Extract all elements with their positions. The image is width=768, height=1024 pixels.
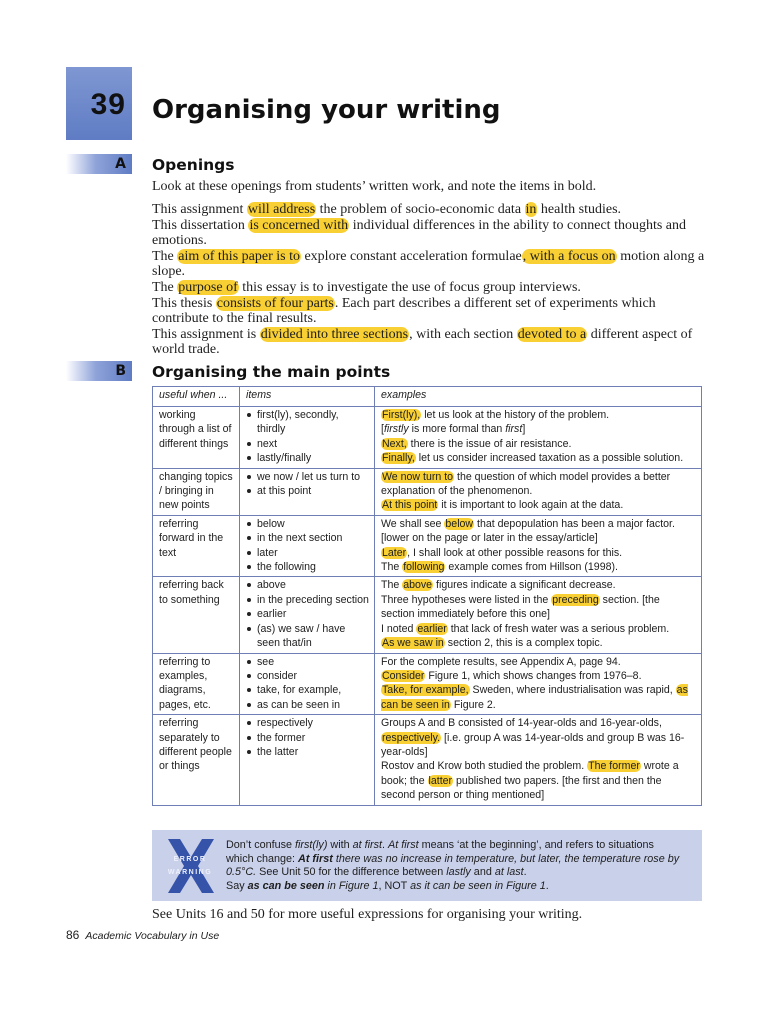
text-run: and xyxy=(470,866,495,879)
book-title: Academic Vocabulary in Use xyxy=(85,930,220,942)
text-run: means ‘at the beginning’, and refers to situations xyxy=(418,839,654,851)
highlighted-phrase: At this point xyxy=(382,499,438,512)
text-run: let us look at the history of the problem. xyxy=(421,409,610,421)
list-item: later xyxy=(246,546,369,560)
highlighted-phrase: The former xyxy=(588,760,640,773)
italic-term: there was no increase in temperature, but later, the temperature rose by xyxy=(332,852,680,865)
items-list xyxy=(246,408,369,466)
highlighted-phrase: following xyxy=(403,561,445,574)
text-run: individual differences in the ability to connect thoughts and emotions. xyxy=(152,217,687,249)
opening-sentence xyxy=(152,218,712,249)
highlighted-phrase: divided into three sections xyxy=(260,326,409,342)
text-run: We shall see xyxy=(381,517,445,530)
section-a-title: Openings xyxy=(152,156,235,174)
example-sentence xyxy=(381,560,696,574)
text-run: explore constant acceleration formulae xyxy=(300,248,522,264)
text-run: . xyxy=(545,879,549,892)
text-run: example comes from Hillson (1998). xyxy=(445,561,618,574)
list-item: as can be seen in xyxy=(246,698,369,712)
text-run: The xyxy=(381,561,403,574)
text-run: The xyxy=(381,579,403,592)
warning-line xyxy=(226,866,692,880)
main-points-table xyxy=(152,386,702,806)
text-run: [ xyxy=(381,423,384,436)
text-run: which change: xyxy=(226,852,299,865)
examples-cell xyxy=(375,468,702,515)
useful-when-cell: referring back to something xyxy=(153,577,240,653)
text-run: Figure 2. xyxy=(450,698,496,711)
opening-sentence xyxy=(152,280,712,296)
list-item: see xyxy=(246,655,369,669)
text-run: figures indicate a significant decrease. xyxy=(433,579,616,592)
examples-cell xyxy=(375,653,702,715)
error-warning-text xyxy=(226,839,692,893)
text-run: it is important to look again at the data. xyxy=(438,499,624,512)
highlighted-phrase: First(ly), xyxy=(382,409,421,421)
text-run: [i.e. group A was 14-year-olds and group B was 16-year-olds] xyxy=(381,731,685,758)
highlighted-phrase: respectively. xyxy=(382,731,441,744)
items-cell xyxy=(240,407,375,469)
list-item: respectively xyxy=(246,716,369,730)
useful-when-cell: referring to examples, diagrams, pages, etc. xyxy=(153,653,240,715)
highlighted-phrase: aim of this paper is to xyxy=(178,248,300,264)
table-row xyxy=(153,653,702,715)
text-run: motion along a slope. xyxy=(152,248,705,280)
opening-sentence xyxy=(152,202,712,218)
list-item: in the next section xyxy=(246,531,369,545)
section-b-letter: B xyxy=(115,363,126,379)
highlighted-phrase: earlier xyxy=(417,622,447,635)
text-run: different aspect of world trade. xyxy=(152,326,693,358)
italic-term: in Figure 1 xyxy=(324,879,379,892)
list-item: earlier xyxy=(246,607,369,621)
highlighted-phrase: As we saw in xyxy=(382,637,444,650)
text-run: Figure 1, which shows changes from 1976–8. xyxy=(425,669,642,682)
highlighted-phrase: Take, for example, xyxy=(382,684,469,697)
warning-line xyxy=(226,853,692,867)
text-run: This assignment is xyxy=(152,326,260,342)
text-run: Sweden, where industrialisation was rapid, xyxy=(469,684,676,697)
section-a-letter: A xyxy=(115,156,126,172)
table-row xyxy=(153,577,702,653)
list-item: consider xyxy=(246,669,369,683)
highlighted-phrase: Consider xyxy=(382,669,425,682)
table-row xyxy=(153,468,702,515)
list-item: (as) we saw / have seen that/in xyxy=(246,622,369,651)
examples-cell xyxy=(375,577,702,653)
highlighted-phrase: consists of four parts xyxy=(216,295,334,311)
highlighted-phrase: purpose of xyxy=(178,279,238,295)
example-sentence xyxy=(381,408,696,422)
highlighted-phrase: Finally, xyxy=(382,452,415,465)
items-cell xyxy=(240,577,375,653)
highlighted-phrase: We now turn to xyxy=(382,470,454,483)
example-sentence xyxy=(381,593,696,622)
text-run: This thesis xyxy=(152,295,216,311)
highlighted-phrase: is concerned with xyxy=(249,217,349,233)
opening-sentence xyxy=(152,327,712,358)
list-item: below xyxy=(246,517,369,531)
list-item: above xyxy=(246,578,369,592)
examples-cell xyxy=(375,407,702,469)
useful-when-cell: referring separately to different people or things xyxy=(153,715,240,805)
example-sentence xyxy=(381,683,696,712)
header-items: items xyxy=(240,387,375,407)
text-run: I noted xyxy=(381,622,417,635)
items-list xyxy=(246,578,369,650)
text-run: this essay is to investigate the use of focus group interviews. xyxy=(238,279,581,295)
warning-line xyxy=(226,839,692,853)
text-run: section 2, this is a complex topic. xyxy=(444,637,603,650)
text-run: The xyxy=(152,279,178,295)
items-list xyxy=(246,655,369,713)
example-sentence xyxy=(381,451,696,465)
example-sentence xyxy=(381,437,696,451)
italic-term: first xyxy=(505,423,523,436)
bold-italic-term: At first xyxy=(298,852,333,865)
highlighted-phrase: above xyxy=(403,579,433,592)
highlighted-phrase: Next, xyxy=(382,437,407,450)
table-body xyxy=(153,407,702,806)
unit-number: 39 xyxy=(90,88,126,121)
see-units-note: See Units 16 and 50 for more useful expressions for organising your writing. xyxy=(152,907,583,922)
highlighted-phrase: as can be seen in xyxy=(381,684,688,711)
list-item: the latter xyxy=(246,745,369,759)
section-a-intro: Look at these openings from students’ written work, and note the items in bold. xyxy=(152,179,597,194)
list-item: at this point xyxy=(246,484,369,498)
text-run: the question of which model provides a better explanation of the phenomenon. xyxy=(381,470,671,498)
items-list xyxy=(246,470,369,499)
example-sentence xyxy=(381,759,696,802)
example-sentence xyxy=(381,655,696,669)
section-b-title: Organising the main points xyxy=(152,363,391,381)
list-item: first(ly), secondly, thirdly xyxy=(246,408,369,437)
text-run: The xyxy=(152,248,178,264)
italic-term: at last xyxy=(494,866,524,879)
text-run: the problem of socio-economic data xyxy=(316,202,525,217)
items-cell xyxy=(240,653,375,715)
highlighted-phrase: will address xyxy=(247,202,316,217)
italic-term: 0.5°C. xyxy=(226,866,257,879)
text-run: For the complete results, see Appendix A, page 94. xyxy=(381,655,621,668)
table-row xyxy=(153,715,702,805)
openings-paragraphs xyxy=(152,202,712,358)
page-footer xyxy=(66,928,219,942)
useful-when-cell: changing topics / bringing in new points xyxy=(153,468,240,515)
text-run: Three hypotheses were listed in the xyxy=(381,593,552,606)
example-sentence xyxy=(381,669,696,683)
italic-term: at first xyxy=(352,839,383,851)
text-run: Don’t confuse xyxy=(226,839,296,851)
unit-title: Organising your writing xyxy=(152,95,501,125)
list-item: in the preceding section xyxy=(246,593,369,607)
text-run: wrote a book; the xyxy=(381,760,679,787)
example-sentence xyxy=(381,578,696,592)
items-cell xyxy=(240,715,375,805)
list-item: lastly/finally xyxy=(246,451,369,465)
highlighted-phrase: latter xyxy=(428,774,453,787)
error-warning-caption xyxy=(158,853,222,879)
header-useful-when: useful when ... xyxy=(153,387,240,407)
example-sentence xyxy=(381,470,696,499)
useful-when-cell: working through a list of different things xyxy=(153,407,240,469)
example-sentence xyxy=(381,517,696,546)
items-list xyxy=(246,716,369,759)
list-item: the following xyxy=(246,560,369,574)
text-run: This assignment xyxy=(152,202,247,217)
text-run: , NOT xyxy=(378,879,411,892)
caption-line: WARNING xyxy=(167,869,213,876)
highlighted-phrase: in xyxy=(525,202,537,217)
list-item: the former xyxy=(246,731,369,745)
text-run: See Unit 50 for the difference between xyxy=(256,866,447,879)
list-item: take, for example, xyxy=(246,683,369,697)
highlighted-phrase: , with a focus on xyxy=(522,248,616,264)
table-row xyxy=(153,407,702,469)
text-run: that lack of fresh water was a serious problem. xyxy=(447,622,670,635)
text-run: let us consider increased taxation as a possible solution. xyxy=(415,452,684,465)
italic-term: At first xyxy=(388,839,419,851)
text-run: , with each section xyxy=(409,326,517,342)
text-run: there is the issue of air resistance. xyxy=(407,437,572,450)
text-run: health studies. xyxy=(537,202,622,217)
caption-line: ERROR xyxy=(173,856,207,863)
text-run: that depopulation has been a major factor. [lower on the page or later in the essay/article] xyxy=(381,517,675,545)
italic-term: lastly xyxy=(446,866,471,879)
list-item: next xyxy=(246,437,369,451)
text-run: . Each part describes a different set of experiments which contribute to the final results. xyxy=(152,295,656,327)
italic-term: firstly xyxy=(383,423,409,436)
italic-term: as it can be seen in Figure 1 xyxy=(410,879,546,892)
table-header-row xyxy=(153,387,702,407)
text-run: ] xyxy=(522,423,526,436)
example-sentence xyxy=(381,422,696,436)
page-number: 86 xyxy=(66,928,80,942)
header-examples: examples xyxy=(375,387,702,407)
bold-italic-term: as can be seen xyxy=(247,879,325,892)
text-run: This dissertation xyxy=(152,217,249,233)
examples-cell xyxy=(375,515,702,577)
text-run: . xyxy=(382,839,389,851)
text-run: section. [the section immediately before this one] xyxy=(381,593,660,621)
highlighted-phrase: preceding xyxy=(552,593,599,606)
example-sentence xyxy=(381,622,696,636)
text-run: with xyxy=(327,839,353,851)
opening-sentence xyxy=(152,296,712,327)
items-cell xyxy=(240,468,375,515)
text-run: is more formal than xyxy=(408,423,506,436)
text-run: Say xyxy=(226,879,248,892)
highlighted-phrase: Later xyxy=(382,546,407,559)
table-row xyxy=(153,515,702,577)
list-item: we now / let us turn to xyxy=(246,470,369,484)
italic-term: first(ly) xyxy=(295,839,328,851)
example-sentence xyxy=(381,498,696,512)
items-list xyxy=(246,517,369,575)
example-sentence xyxy=(381,716,696,759)
examples-cell xyxy=(375,715,702,805)
example-sentence xyxy=(381,636,696,650)
items-cell xyxy=(240,515,375,577)
text-run: published two papers. [the first and then the second person or thing mentioned] xyxy=(381,774,662,802)
highlighted-phrase: below xyxy=(445,517,474,530)
example-sentence xyxy=(381,546,696,560)
highlighted-phrase: devoted to a xyxy=(517,326,587,342)
text-run: , I shall look at other possible reasons for this. xyxy=(407,546,623,559)
opening-sentence xyxy=(152,249,712,280)
text-run: Rostov and Krow both studied the problem. xyxy=(381,760,588,773)
useful-when-cell: referring forward in the text xyxy=(153,515,240,577)
warning-line xyxy=(226,880,692,894)
text-run: Groups A and B consisted of 14-year-olds and 16-year-olds, xyxy=(381,717,662,730)
text-run: . xyxy=(523,866,527,879)
